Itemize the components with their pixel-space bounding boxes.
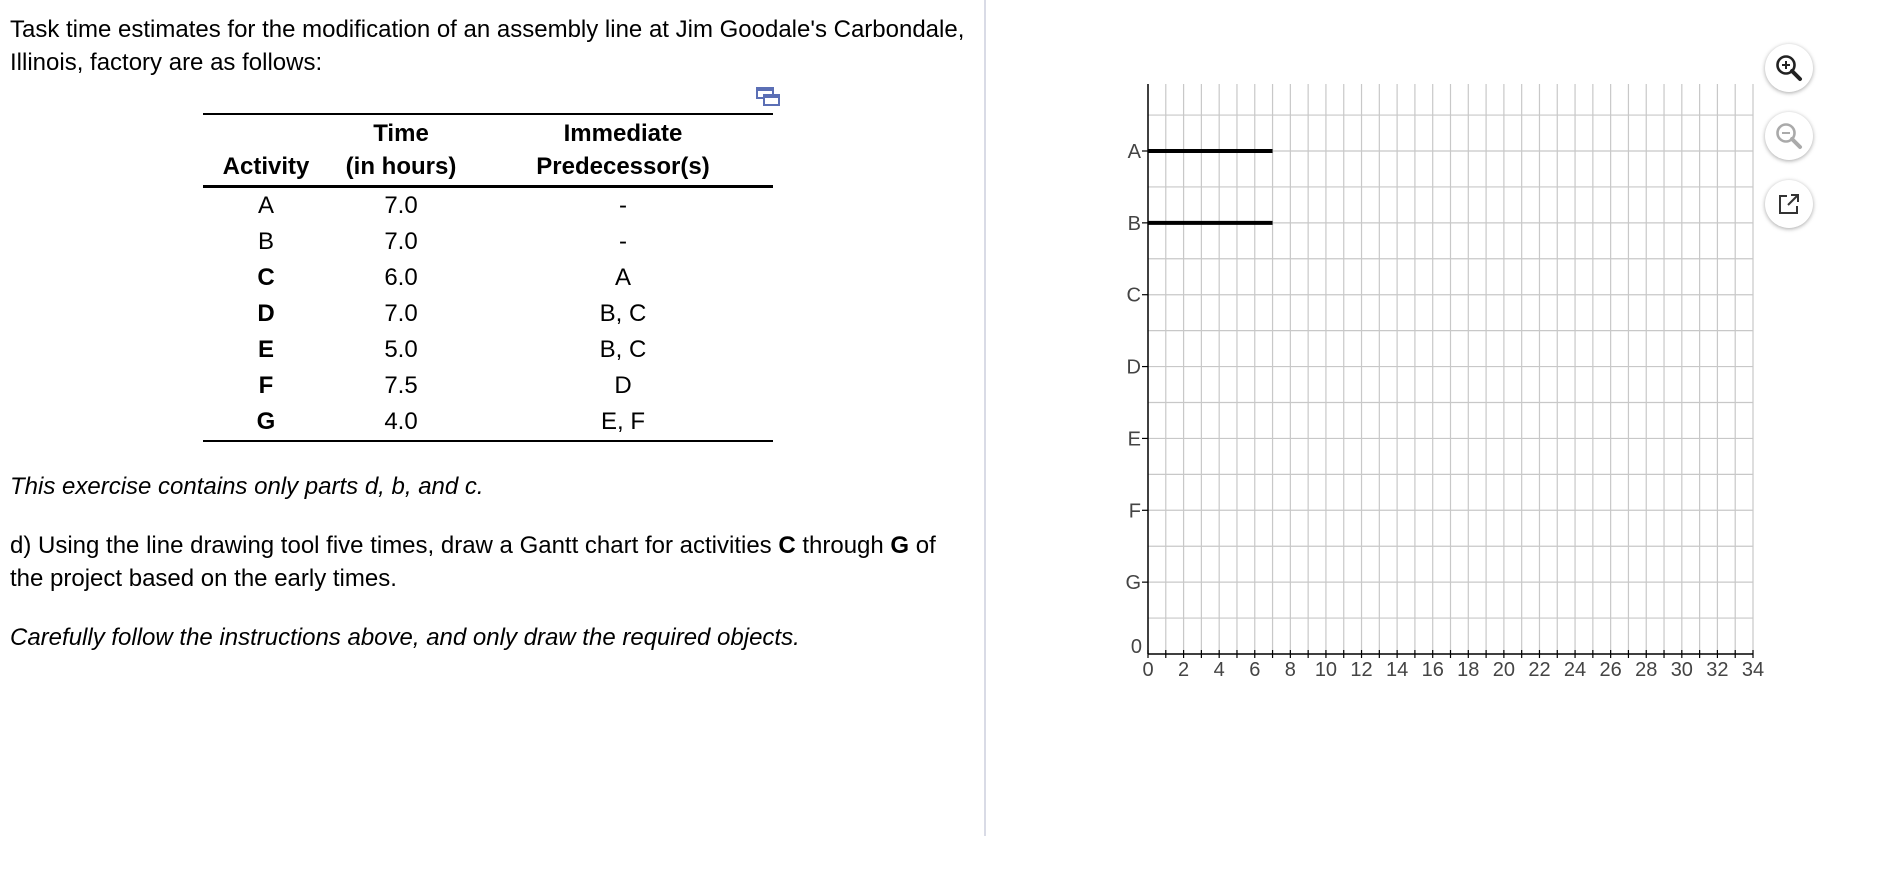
- x-tick-label: 28: [1635, 659, 1658, 681]
- x-tick-label: 30: [1670, 659, 1693, 681]
- cell-activity: G: [256, 408, 276, 435]
- instructions-text: Carefully follow the instructions above, and only draw the required objects.: [10, 624, 800, 651]
- cell-pred: B, C: [599, 300, 647, 327]
- y-origin-label: 0: [1130, 636, 1142, 658]
- zoom-out-icon: [1774, 121, 1804, 151]
- x-tick-label: 0: [1142, 659, 1154, 681]
- x-tick-label: 2: [1178, 659, 1190, 681]
- pop-out-icon: [1775, 190, 1803, 218]
- y-category-label: B: [1127, 212, 1141, 235]
- question-bold-c: C: [778, 532, 796, 559]
- cell-activity: C: [257, 264, 275, 291]
- table-row: [203, 332, 773, 368]
- x-tick-label: 20: [1492, 659, 1516, 681]
- x-tick-label: 16: [1421, 659, 1444, 681]
- header-time: Time (in hours): [345, 120, 457, 180]
- table-header-row: [203, 114, 773, 187]
- x-tick-label: 4: [1213, 659, 1225, 681]
- y-category-label: G: [1125, 572, 1141, 595]
- x-tick-label: 8: [1284, 659, 1296, 681]
- gantt-chart[interactable]: [1110, 76, 1770, 696]
- header-predecessors: Immediate Predecessor(s): [536, 120, 710, 180]
- table-row: [203, 404, 773, 441]
- x-tick-label: 32: [1706, 659, 1729, 681]
- cell-pred: B, C: [599, 336, 647, 363]
- cell-time: 7.0: [384, 300, 418, 327]
- y-category-label: D: [1126, 356, 1141, 379]
- table-row: [203, 224, 773, 260]
- y-category-label: A: [1127, 141, 1141, 163]
- x-tick-label: 6: [1249, 659, 1261, 681]
- y-category-label: C: [1126, 284, 1141, 307]
- problem-intro: Task time estimates for the modification of an assembly line at Jim Goodale's Carbondale, Illinois, factory are as follows:: [10, 16, 965, 76]
- question-bold-g: G: [890, 532, 910, 559]
- cell-time: 5.0: [384, 336, 418, 363]
- x-tick-label: 24: [1563, 659, 1587, 681]
- table-row: [203, 296, 773, 332]
- y-category-label: E: [1127, 428, 1141, 451]
- y-category-label: F: [1128, 500, 1141, 523]
- cell-time: 7.0: [384, 192, 418, 219]
- x-tick-label: 34: [1741, 659, 1765, 681]
- x-tick-label: 18: [1457, 659, 1480, 681]
- panel-divider: [984, 0, 986, 836]
- cell-pred: E, F: [600, 408, 645, 435]
- header-activity: Activity: [222, 153, 310, 180]
- x-tick-label: 26: [1599, 659, 1622, 681]
- cell-activity: D: [257, 300, 275, 327]
- x-tick-label: 14: [1385, 659, 1409, 681]
- table-row: [203, 368, 773, 404]
- zoom-in-icon: [1774, 53, 1804, 83]
- x-tick-label: 22: [1528, 659, 1551, 681]
- cell-time: 7.5: [384, 372, 418, 399]
- cell-pred: -: [619, 192, 627, 219]
- cell-activity: E: [257, 336, 274, 363]
- cell-time: 6.0: [384, 264, 418, 291]
- table-row: [203, 260, 773, 296]
- graph-toolbar: [1765, 44, 1817, 248]
- cell-time: 7.0: [384, 228, 418, 255]
- cell-activity: B: [257, 228, 274, 255]
- table-copy-icon[interactable]: [755, 86, 781, 108]
- x-tick-label: 12: [1350, 659, 1373, 681]
- cell-pred: A: [614, 264, 631, 291]
- exercise-note: This exercise contains only parts d, b, and c.: [10, 473, 484, 500]
- zoom-out-button[interactable]: [1765, 112, 1813, 160]
- task-table: [203, 113, 773, 442]
- cell-activity: F: [258, 372, 274, 399]
- x-tick-label: 10: [1314, 659, 1338, 681]
- cell-time: 4.0: [384, 408, 418, 435]
- cell-pred: -: [619, 228, 627, 255]
- pop-out-button[interactable]: [1765, 180, 1813, 228]
- question-text: d) Using the line drawing tool five times, draw a Gantt chart for activities C through G of the project based on the early times.: [10, 532, 936, 592]
- table-row: [203, 187, 773, 225]
- zoom-in-button[interactable]: [1765, 44, 1813, 92]
- cell-activity: A: [257, 192, 274, 219]
- cell-pred: D: [614, 372, 632, 399]
